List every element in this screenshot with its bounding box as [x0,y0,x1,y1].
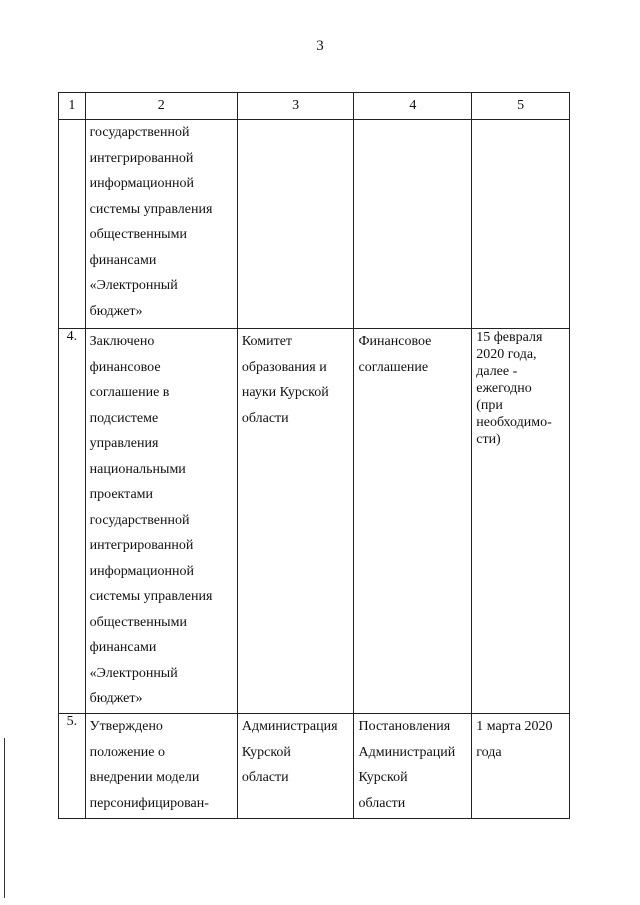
cell-line: бюджет» [89,303,143,319]
cell-line: области [241,410,289,426]
cell-line: финансовое [89,359,161,375]
cell-line: Финансовое [358,334,432,349]
table-row [59,329,570,714]
cell-line: области [358,795,406,811]
cell-line: информационной [89,176,194,191]
cell-line: системы управления [89,589,213,604]
cell-col3 [237,120,354,329]
measures-table [58,92,570,819]
header-col-4: 4 [354,93,472,120]
cell-line: «Электронный [89,665,178,681]
cell-line: государственной [89,512,190,528]
table-row [59,714,570,819]
cell-line: интегрированной [89,538,194,553]
cell-line: Заключено [89,334,155,349]
cell-line: Комитет [241,334,293,349]
cell-line: персонифицирован- [89,795,209,811]
cell-line: государственной [89,125,190,140]
cell-line: соглашение в [89,385,170,400]
cell-line: бюджет» [89,691,143,706]
cell-line: сти) [476,432,501,447]
cell-line: интегрированной [89,150,194,166]
cell-col3 [237,714,354,819]
cell-col2 [85,329,237,714]
header-col-3: 3 [237,93,354,120]
cell-line: национальными [89,461,186,477]
row-number: 4. [59,329,86,714]
cell-line: соглашение [358,359,429,375]
cell-col4 [354,714,472,819]
cell-line: 1 марта 2020 [476,719,553,734]
margin-line [4,738,5,898]
cell-line: финансами [89,640,157,655]
cell-col2 [85,714,237,819]
cell-line: (при [476,398,503,413]
cell-col4 [354,329,472,714]
cell-line: года [476,744,502,760]
cell-line: 2020 года, [476,347,537,362]
cell-col5 [472,120,570,329]
cell-line: 15 февраля [476,330,543,345]
cell-line: «Электронный [89,278,178,293]
cell-line: положение о [89,744,166,760]
cell-line: общественными [89,614,187,630]
cell-line: информационной [89,563,194,579]
cell-col2 [85,120,237,329]
cell-col5 [472,329,570,714]
cell-col3 [237,329,354,714]
cell-line: подсистеме [89,410,159,426]
cell-line: образования и [241,359,327,375]
cell-line: Курской [358,770,408,785]
cell-col4 [354,120,472,329]
header-col-5: 5 [472,93,570,120]
cell-line: далее - [476,364,518,379]
page-number: 3 [316,38,324,54]
cell-line: управления [89,436,159,451]
table-header-row [59,93,570,120]
cell-line: Администрация [241,719,338,734]
cell-line: Администраций [358,744,456,760]
cell-line: ежегодно [476,381,532,396]
cell-line: системы управления [89,201,213,217]
cell-line: проектами [89,487,154,502]
row-number: 5. [59,714,86,819]
header-col-1: 1 [59,93,86,120]
cell-line: внедрении модели [89,770,200,785]
cell-line: Постановления [358,719,451,734]
cell-line: науки Курской [241,385,329,400]
cell-line: необходимо- [476,415,552,430]
cell-line: финансами [89,252,157,268]
header-col-2: 2 [85,93,237,120]
cell-col5 [472,714,570,819]
cell-line: Утверждено [89,719,163,734]
cell-line: общественными [89,227,187,242]
table-row [59,120,570,329]
cell-line: области [241,770,289,785]
cell-line: Курской [241,744,291,760]
row-number [59,120,86,329]
